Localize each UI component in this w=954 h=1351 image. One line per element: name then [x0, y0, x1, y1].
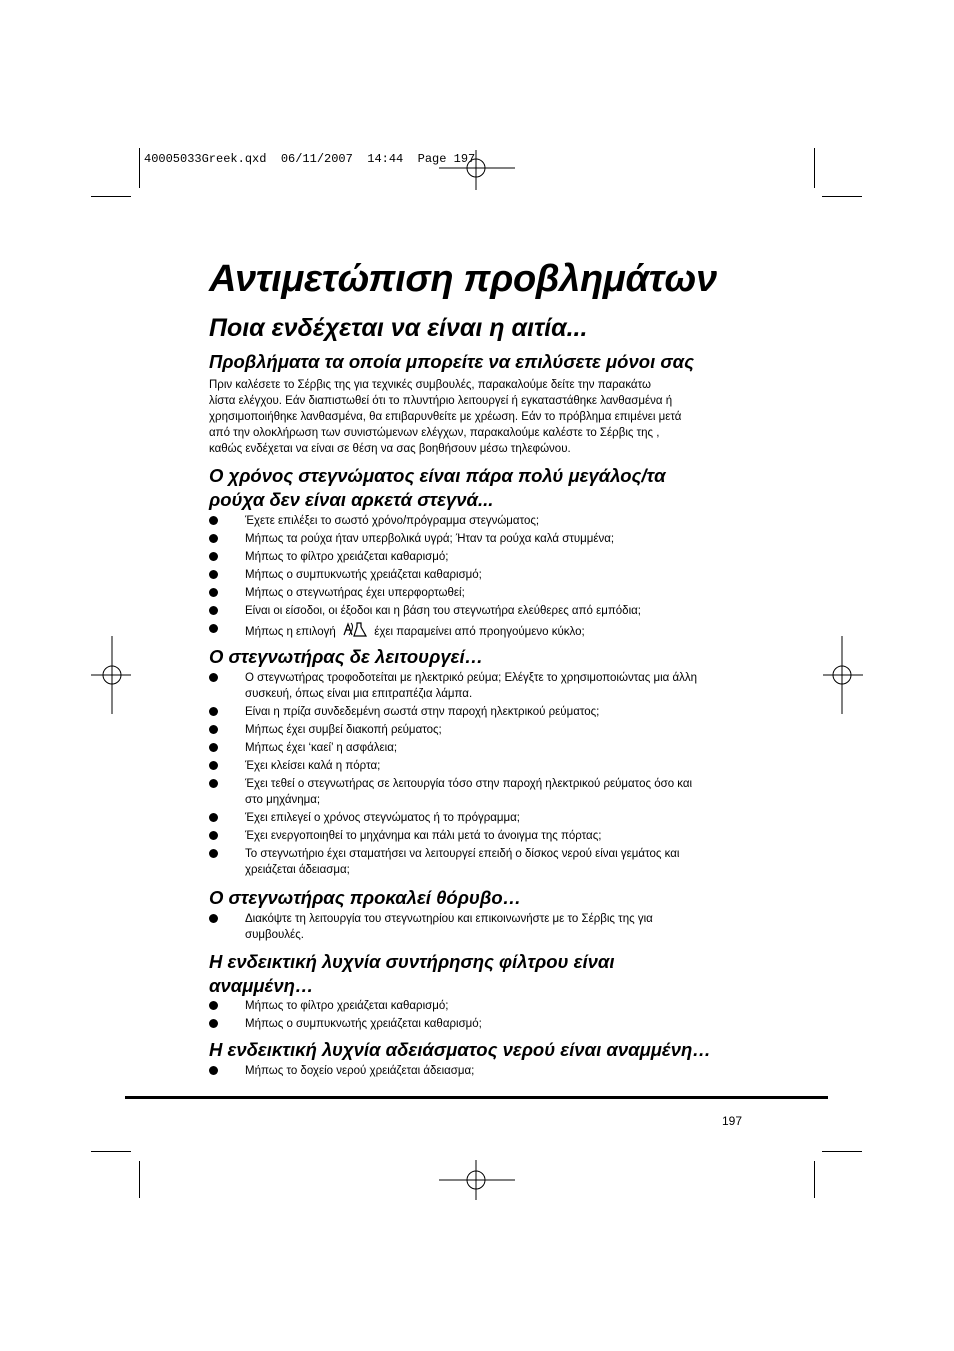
- intro-line: χρησιμοποιήθηκε λανθασμένα, θα επιβαρυνθείτε με χρέωση. Εάν το πρόβλημα επιμένει μετά: [209, 411, 682, 423]
- bullet-icon: [209, 606, 218, 615]
- list-item: Είναι η πρίζα συνδεδεμένη σωστά στην παροχή ηλεκτρικού ρεύματος;: [209, 704, 754, 720]
- checklist-drying-time: [209, 513, 754, 642]
- crop-mark-top-left-vertical: [139, 148, 140, 188]
- list-item: Το στεγνωτήριο έχει σταματήσει να λειτουργεί επειδή ο δίσκος νερού είναι γεμάτος και χρειάζεται άδειασμα;: [209, 846, 754, 878]
- section-heading-filter-light: [209, 950, 769, 998]
- section-heading-line: Ο χρόνος στεγνώματος είναι πάρα πολύ μεγάλος/τα: [209, 465, 666, 486]
- list-item: Μήπως το φίλτρο χρειάζεται καθαρισμό;: [209, 549, 754, 565]
- checklist-not-working: [209, 670, 754, 880]
- section-heading-line: Η ενδεικτική λυχνία συντήρησης φίλτρου είναι: [209, 951, 615, 972]
- crop-mark-bottom-right-vertical: [814, 1161, 815, 1198]
- section-heading-line: ρούχα δεν είναι αρκετά στεγνά...: [209, 489, 494, 510]
- section-heading-line: Η ενδεικτική λυχνία αδειάσματος νερού είναι αναμμένη…: [209, 1039, 711, 1060]
- list-item: Μήπως η επιλογή έχει παραμείνει από προηγούμενο κύκλο;: [209, 621, 754, 640]
- section-heading-water-light: [209, 1038, 769, 1062]
- bullet-icon: [209, 673, 218, 682]
- bullet-icon: [209, 552, 218, 561]
- registration-mark-left: [91, 636, 133, 716]
- bullet-icon: [209, 779, 218, 788]
- list-item: Μήπως έχει ‘καεί’ η ασφάλεια;: [209, 740, 754, 756]
- bullet-icon: [209, 1066, 218, 1075]
- section-heading-noise: [209, 886, 769, 910]
- bullet-icon: [209, 849, 218, 858]
- print-slug: 40005033Greek.qxd 06/11/2007 14:44 Page 197: [144, 152, 476, 166]
- intro-line: από την ολοκλήρωση των συνιστώμενων ελέγχων, παρακαλούμε καλέστε το Σέρβις της ,: [209, 427, 660, 439]
- list-item: Μήπως το φίλτρο χρειάζεται καθαρισμό;: [209, 998, 754, 1014]
- page-title: Αντιμετώπιση προβλημάτων: [209, 258, 717, 300]
- section-heading-line: Ο στεγνωτήρας προκαλεί θόρυβο…: [209, 887, 522, 908]
- list-item: Μήπως ο συμπυκνωτής χρειάζεται καθαρισμό;: [209, 567, 754, 583]
- bullet-icon: [209, 743, 218, 752]
- section-heading-line: Ο στεγνωτήρας δε λειτουργεί…: [209, 646, 484, 667]
- list-item: Ο στεγνωτήρας τροφοδοτείται με ηλεκτρικό ρεύμα; Ελέγξτε το χρησιμοποιώντας μια άλλη συσκευή, όπως είναι μια επιτραπέζια λάμπα.: [209, 670, 754, 702]
- list-item: Μήπως έχει συμβεί διακοπή ρεύματος;: [209, 722, 754, 738]
- delicate-garment-icon: [342, 621, 368, 638]
- registration-mark-bottom: [437, 1158, 517, 1200]
- bullet-icon: [209, 588, 218, 597]
- checklist-water-light: [209, 1063, 754, 1081]
- list-item: Είναι οι είσοδοι, οι έξοδοι και η βάση του στεγνωτήρα ελεύθερες από εμπόδια;: [209, 603, 754, 619]
- bullet-icon: [209, 1019, 218, 1028]
- list-item: Μήπως το δοχείο νερού χρειάζεται άδειασμα;: [209, 1063, 754, 1079]
- bullet-icon: [209, 831, 218, 840]
- bullet-icon: [209, 534, 218, 543]
- footer-rule: [125, 1096, 828, 1099]
- bullet-icon: [209, 624, 218, 633]
- intro-line: καθώς ενδέχεται να είναι σε θέση να σας βοηθήσουν μέσω τηλεφώνου.: [209, 443, 571, 455]
- bullet-icon: [209, 813, 218, 822]
- page-subtitle: Ποια ενδέχεται να είναι η αιτία...: [209, 314, 588, 342]
- section-heading-line: αναμμένη…: [209, 975, 314, 996]
- checklist-filter-light: [209, 998, 754, 1034]
- list-item: Μήπως ο συμπυκνωτής χρειάζεται καθαρισμό;: [209, 1016, 754, 1032]
- list-item: Διακόψτε τη λειτουργία του στεγνωτηρίου και επικοινωνήστε με το Σέρβις της για συμβουλές.: [209, 911, 754, 943]
- list-item: Μήπως ο στεγνωτήρας έχει υπερφορτωθεί;: [209, 585, 754, 601]
- bullet-icon: [209, 570, 218, 579]
- bullet-icon: [209, 914, 218, 923]
- section-heading-not-working: [209, 645, 769, 669]
- bullet-icon: [209, 707, 218, 716]
- list-item: Έχει ενεργοποιηθεί το μηχάνημα και πάλι μετά το άνοιγμα της πόρτας;: [209, 828, 754, 844]
- intro-paragraph: [209, 377, 749, 457]
- list-item: Έχετε επιλέξει το σωστό χρόνο/πρόγραμμα στεγνώματος;: [209, 513, 754, 529]
- crop-mark-top-left-horizontal: [91, 196, 131, 197]
- section-heading-drying-time: [209, 464, 769, 512]
- bullet-icon: [209, 516, 218, 525]
- bullet-icon: [209, 725, 218, 734]
- bullet-icon: [209, 761, 218, 770]
- list-item: Έχει κλείσει καλά η πόρτα;: [209, 758, 754, 774]
- crop-mark-bottom-right-horizontal: [822, 1151, 862, 1152]
- crop-mark-bottom-left-vertical: [139, 1161, 140, 1198]
- list-item: Έχει τεθεί ο στεγνωτήρας σε λειτουργία τόσο στην παροχή ηλεκτρικού ρεύματος όσο και στο μηχάνημα;: [209, 776, 754, 808]
- crop-mark-top-right-vertical: [814, 148, 815, 188]
- page-number: 197: [722, 1114, 743, 1128]
- registration-mark-top: [437, 150, 517, 192]
- bullet-icon: [209, 1001, 218, 1010]
- intro-line: Πριν καλέσετε το Σέρβις της για τεχνικές συμβουλές, παρακαλούμε δείτε την παρακάτω: [209, 379, 651, 391]
- list-item: Έχει επιλεγεί ο χρόνος στεγνώματος ή το πρόγραμμα;: [209, 810, 754, 826]
- crop-mark-top-right-horizontal: [822, 196, 862, 197]
- crop-mark-bottom-left-horizontal: [91, 1151, 131, 1152]
- intro-line: λίστα ελέγχου. Εάν διαπιστωθεί ότι το πλυντήριο λειτουργεί ή εγκαταστάθηκε λανθασμένα ή: [209, 395, 673, 407]
- registration-mark-right: [821, 636, 863, 716]
- intro-heading: Προβλήματα τα οποία μπορείτε να επιλύσετε μόνοι σας: [209, 351, 694, 372]
- checklist-noise: [209, 911, 754, 945]
- list-item: Μήπως τα ρούχα ήταν υπερβολικά υγρά; Ήταν τα ρούχα καλά στυμμένα;: [209, 531, 754, 547]
